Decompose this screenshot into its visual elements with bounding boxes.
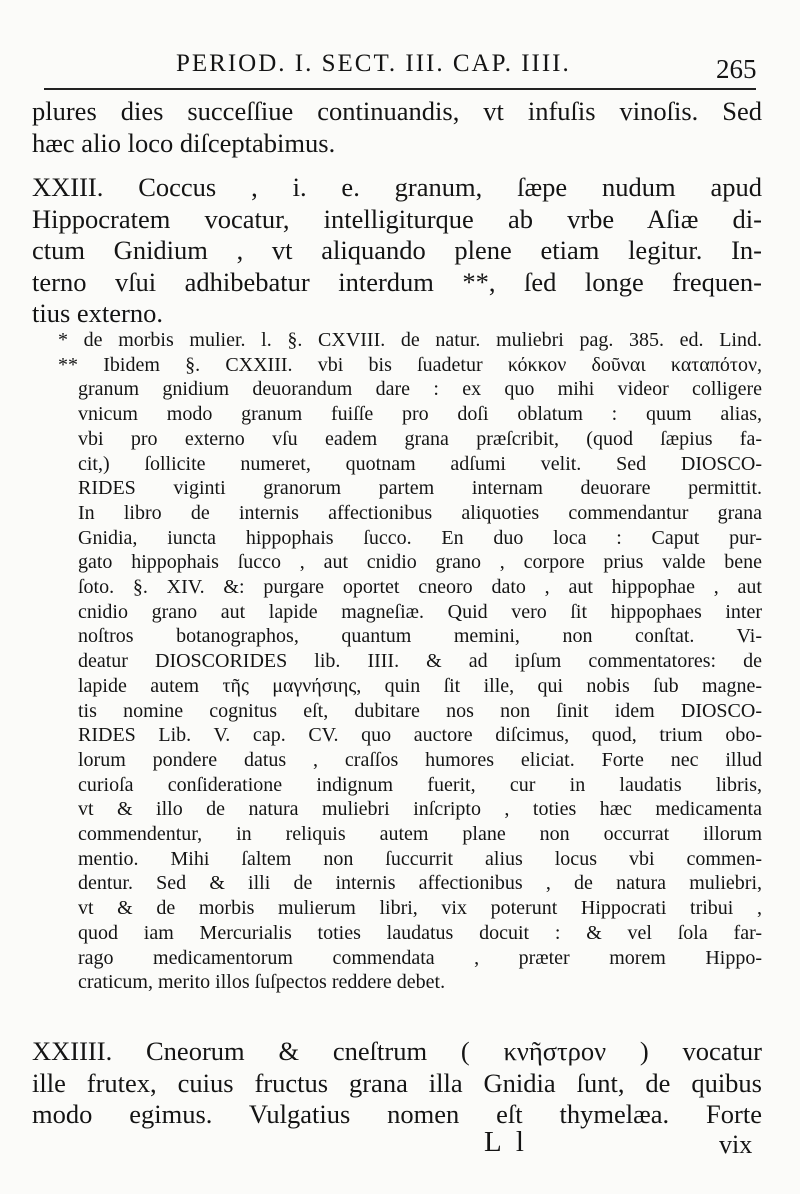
footnote-line: lorum pondere datus , craſſos humores eliciat. Forte nec illud	[78, 748, 762, 771]
footnote-line: mentio. Mihi ſaltem non ſuccurrit alius locus vbi commen-	[78, 847, 762, 870]
footnote-line: granum gnidium deuorandum dare : ex quo mihi videor colligere	[78, 378, 762, 401]
header-rule	[44, 88, 756, 90]
footnote-line: vt & de morbis mulierum libri, vix poterunt Hippocrati tribui ,	[78, 897, 762, 920]
text-line: tius externo.	[32, 298, 163, 328]
page-footer	[0, 1126, 800, 1166]
section-xxiii	[32, 172, 762, 330]
text-line: modo egimus. Vulgatius nomen eſt thymelæa. Forte	[32, 1099, 762, 1129]
footnote-line: cit,) ſollicite numeret, quotnam adſumi velit. Sed DIOSCO-	[78, 452, 762, 475]
page-number: 265	[716, 54, 757, 84]
footnote-line: cnidio grano aut lapide magneſiæ. Quid vero ſit hippophaes inter	[78, 600, 762, 623]
footnote-line: In libro de internis affectionibus aliquoties commendantur grana	[78, 501, 762, 524]
footnote-line: gato hippophais ſucco , aut cnidio grano , corpore prius valde bene	[78, 551, 762, 574]
page-header	[0, 40, 800, 90]
signature-mark: L l	[484, 1126, 528, 1158]
text-line: terno vſui adhibebatur interdum **, ſed longe frequen-	[32, 266, 762, 297]
text-line: XXIIII. Cneorum & cneſtrum ( κνῆστρον ) vocatur	[32, 1036, 762, 1066]
footnote-line: noſtros botanographos, quantum memini, non conſtat. Vi-	[78, 625, 762, 648]
footnote-line: dentur. Sed & illi de internis affectionibus , de natura muliebri,	[78, 872, 762, 895]
footnote-line: vt & illo de natura muliebri inſcripto , toties hæc medicamenta	[78, 798, 762, 821]
footnote-line: ſoto. §. XIV. &: purgare oportet cneoro dato , aut hippophae , aut	[78, 576, 762, 599]
footnote-line: curioſa conſideratione indignum fuerit, cur in laudatis libris,	[78, 773, 762, 796]
footnote-line: Gnidia, iuncta hippophais ſucco. En duo loca : Caput pur-	[78, 526, 762, 549]
catchword: vix	[719, 1130, 753, 1159]
text-line: Hippocratem vocatur, intelligiturque ab vrbe Aſiæ di-	[32, 203, 762, 234]
text-line: XXIII. Coccus , i. e. granum, ſæpe nudum apud	[32, 172, 762, 202]
footnote-line: * de morbis mulier. l. §. CXVIII. de natur. muliebri pag. 385. ed. Lind.	[58, 329, 762, 351]
footnote-line: ** Ibidem §. CXXIII. vbi bis ſuadetur κόκκον δοῦναι καταπότον,	[58, 353, 762, 376]
footnote-line: lapide autem τῆς μαγνήσιης, quin ſit ille, qui nobis ſub magne-	[78, 674, 762, 697]
footnote-line: RIDES viginti granorum partem internam deuorare permittit.	[78, 477, 762, 500]
section-xxiiii	[32, 1036, 762, 1131]
running-title: PERIOD. I. SECT. III. CAP. IIII.	[176, 50, 571, 77]
footnote-line: quod iam Mercurialis toties laudatus docuit : & vel ſola far-	[78, 921, 762, 944]
footnote-line: commendentur, in reliquis autem plane non occurrat illorum	[78, 823, 762, 846]
footnote-line: rago medicamentorum commendata , præter morem Hippo-	[78, 946, 762, 969]
footnote-line: deatur DIOSCORIDES lib. IIII. & ad ipſum commentatores: de	[78, 650, 762, 673]
intro-paragraph	[32, 96, 762, 159]
footnote-line: RIDES Lib. V. cap. CV. quo auctore diſcimus, quod, trium obo-	[78, 724, 762, 747]
footnote-line: tis nomine cognitus eſt, dubitare nos non ſinit idem DIOSCO-	[78, 699, 762, 722]
footnote-line: vbi pro externo vſu eadem grana præſcribit, (quod ſæpius fa-	[78, 427, 762, 450]
text-line: ille frutex, cuius fructus grana illa Gnidia ſunt, de quibus	[32, 1067, 762, 1098]
text-line: hæc alio loco diſceptabimus.	[32, 127, 336, 158]
text-line: ctum Gnidium , vt aliquando plene etiam legitur. In-	[32, 235, 762, 265]
footnote-line: craticum, merito illos ſuſpectos reddere debet.	[78, 971, 446, 994]
footnotes	[32, 328, 762, 995]
footnote-line: vnicum modo granum fuiſſe pro doſi oblatum : quum alias,	[78, 403, 762, 426]
text-line: plures dies succeſſiue continuandis, vt infuſis vinoſis. Sed	[32, 96, 762, 126]
